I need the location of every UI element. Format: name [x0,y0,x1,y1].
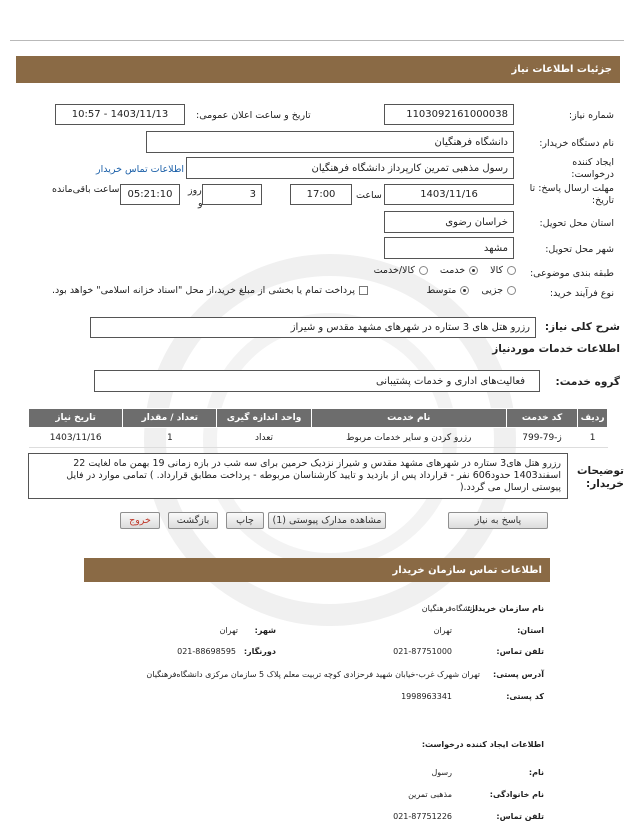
reply-button[interactable]: پاسخ به نیاز [448,512,548,529]
header-service-code: کد خدمت [506,409,577,428]
contact-fax-label: دورنگار: [243,647,276,656]
category-label: طبقه بندی موضوعی: [529,268,614,279]
view-attachments-button[interactable]: مشاهده مدارک پیوستی (1) [268,512,386,529]
contact-province-value: تهران [433,626,452,635]
cell-row-number: 1 [578,428,608,448]
contact-org-label: نام سازمان خریدار: [467,604,544,613]
process-radio-group [414,285,516,296]
cell-need-date: 1403/11/16 [29,428,123,448]
contact-section-title: اطلاعات تماس سازمان خریدار [392,564,542,576]
contact-postal-label: کد پستی: [506,692,544,701]
remaining-time-field: 05:21:10 [120,184,180,205]
city-field: مشهد [384,237,514,259]
service-group-field: فعالیت‌های اداری و خدمات پشتیبانی [94,370,540,392]
creator-family-label: نام خانوادگی: [489,790,544,799]
creator-field: رسول مذهبی تمرین کارپرداز دانشگاه فرهنگیان [186,157,514,179]
announce-datetime-field: 1403/11/13 - 10:57 [55,104,185,125]
remaining-days-field: 3 [202,184,262,205]
creator-phone-label: تلفن تماس: [496,812,544,821]
contact-phone-label: تلفن تماس: [496,647,544,656]
announce-datetime-label: تاریخ و ساعت اعلان عمومی: [196,110,311,121]
need-number-field: 1103092161000038 [384,104,514,125]
contact-province-label: استان: [517,626,544,635]
section-header-need-details [16,56,620,83]
creator-phone-value: 021-87751226 [393,812,452,821]
category-option-goods[interactable]: کالا [490,265,516,276]
creator-name-value: رسول [431,768,452,777]
cell-quantity: 1 [123,428,217,448]
category-radio-group [362,265,516,276]
contact-address-label: آدرس پستی: [493,670,544,679]
back-button[interactable]: بازگشت [168,512,218,529]
deadline-time-field: 17:00 [290,184,352,205]
deadline-time-label: ساعت [356,190,382,201]
summary-label: شرح کلی نیاز: [544,321,620,333]
contact-org-value: دانشگاه‌فرهنگیان [421,604,478,613]
buyer-notes-field: رزرو هتل های3 ستاره در شهرهای مشهد مقدس و شیراز نزدیک حرمین برای سه شب در بازه زمانی 19 بهمن ماه لغایت 22 اسفند1403 حدود606 نفر - قرارداد پس از بازدید و تایید کارشناسان مربوطه - پرداخت مطابق قرارداد. ) تمامی موارد در فایل پیوستی ارسال می گردد.( [28,453,568,499]
buyer-notes-label: توضیحات خریدار: [576,465,624,490]
process-type-label: نوع فرآیند خرید: [549,288,614,299]
summary-field: رزرو هتل های 3 ستاره در شهرهای مشهد مقدس و شیراز [90,317,536,338]
category-option-goods-service[interactable]: کالا/خدمت [374,265,428,276]
treasury-payment-option[interactable] [52,285,368,296]
services-info-title: اطلاعات خدمات موردنیاز [492,343,620,355]
treasury-checkbox[interactable] [359,286,368,295]
province-field: خراسان رضوی [384,211,514,233]
creator-label: ایجاد کننده درخواست: [571,157,614,180]
process-option-medium[interactable]: متوسط [426,285,469,296]
table-row [29,428,608,448]
deadline-label: مهلت ارسال پاسخ: تا تاریخ: [529,183,614,206]
items-table-header [29,409,608,428]
deadline-date-field: 1403/11/16 [384,184,514,205]
contact-city-label: شهر: [254,626,276,635]
contact-fax-value: 021-88698595 [177,647,236,656]
category-option-service[interactable]: خدمت [440,265,478,276]
city-label: شهر محل تحویل: [545,244,614,255]
remaining-time-label: ساعت باقی‌مانده [52,184,120,195]
exit-button[interactable]: خروج [120,512,160,529]
creator-name-label: نام: [528,768,544,777]
buyer-contact-link[interactable]: اطلاعات تماس خریدار [96,164,185,175]
cell-unit: تعداد [217,428,311,448]
days-label: روز [188,185,202,196]
items-table [28,408,608,448]
process-option-minor[interactable]: جزیی [481,285,516,296]
treasury-note: پرداخت تمام یا بخشی از مبلغ خرید،از محل "اسناد خزانه اسلامی" خواهد بود. [52,285,355,296]
creator-family-value: مذهبی تمرین [408,790,452,799]
items-table-container [28,408,608,454]
top-divider [10,40,624,41]
buyer-org-field: دانشگاه فرهنگیان [146,131,514,153]
header-need-date: تاریخ نیاز [29,409,123,428]
contact-phone-value: 021-87751000 [393,647,452,656]
service-group-label: گروه خدمت: [555,376,620,388]
creator-info-title: اطلاعات ایجاد کننده درخواست: [421,740,544,749]
contact-city-value: تهران [219,626,238,635]
header-service-name: نام خدمت [311,409,506,428]
section-title: جزئیات اطلاعات نیاز [511,64,612,75]
cell-service-name: رزرو کردن و سایر خدمات مربوط [311,428,506,448]
cell-service-code: ز-79-799 [506,428,577,448]
need-number-label: شماره نیاز: [568,110,614,121]
contact-postal-value: 1998963341 [401,692,452,701]
buyer-org-label: نام دستگاه خریدار: [539,138,614,149]
section-header-buyer-contact [84,558,550,582]
and-label: و [198,198,203,209]
print-button[interactable]: چاپ [226,512,264,529]
header-row-number: ردیف [578,409,608,428]
province-label: استان محل تحویل: [539,218,614,229]
header-quantity: تعداد / مقدار [123,409,217,428]
header-unit: واحد اندازه گیری [217,409,311,428]
contact-address-value: تهران شهرک غرب-خیابان شهید فرحزادی کوچه تربیت معلم پلاک 5 سازمان مرکزی دانشگاه‌فرهنگیان [146,670,480,679]
